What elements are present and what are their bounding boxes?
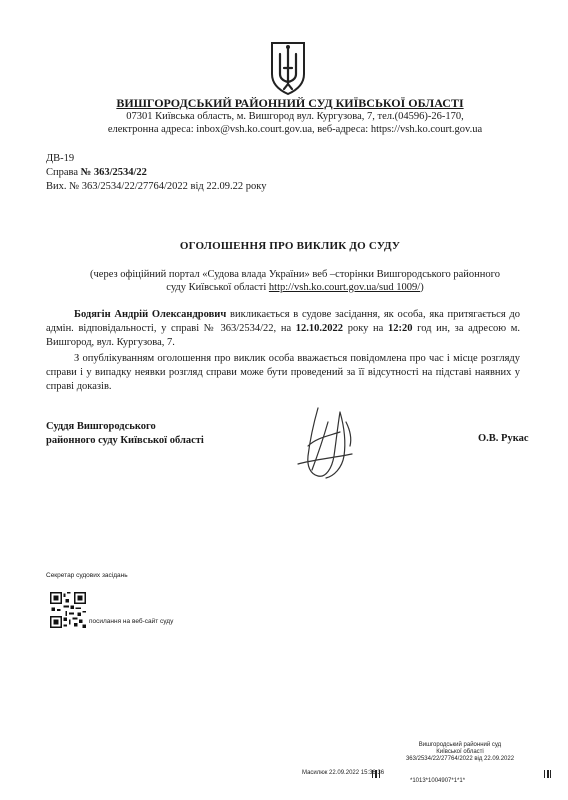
qr-caption: посилання на веб-сайт суду xyxy=(89,618,174,625)
secretary-label: Секретар судових засідань xyxy=(46,572,128,579)
court-contacts: електронна адреса: inbox@vsh.ko.court.gov.ua, веб-адреса: https://vsh.ko.court.gov.ua xyxy=(107,124,483,135)
notice-title: ОГОЛОШЕННЯ ПРО ВИКЛИК ДО СУДУ xyxy=(179,240,401,252)
court-address: 07301 Київська область, м. Вишгород вул. Кургузова, 7, тел.(04596)-26-170, xyxy=(126,111,464,122)
case-number: № 363/2534/22 xyxy=(80,167,147,178)
stamp-line4: *1013*1004907*1*1* xyxy=(410,778,466,784)
stamp-line2: Київської області xyxy=(436,749,484,755)
qr-code-icon[interactable] xyxy=(50,592,86,628)
judge-title-line1: Суддя Вишгородського xyxy=(46,421,156,432)
summons-text-1: викликається в судове засідання, як особа, яка притягається до адмін. відповідальності, у справі № 363/2534/22, на xyxy=(46,309,520,334)
form-code: ДВ-19 xyxy=(46,153,75,164)
case-prefix: Справа xyxy=(46,167,81,178)
summons-text-3: год ин, за адресою м. Вишгород, вул. Кургузова, 7. xyxy=(46,323,520,348)
coat-of-arms-icon xyxy=(268,40,308,96)
judge-title-line2: районного суду Київської області xyxy=(46,435,204,446)
subtitle-text: (через офіційний портал «Судова влада України» веб –сторінки Вишгородського районного суду Київської області xyxy=(90,269,500,293)
hearing-time: 12:20 xyxy=(388,323,413,334)
notice-effect-paragraph: З опублікуванням оголошення про виклик особа вважається повідомлена про час і місце розгляду справи і у випадку неявки розгляд справи може бути проведений за її відсутності на підставі наявних у справі доказів. xyxy=(46,353,520,392)
case-line xyxy=(46,166,147,179)
summons-text-2: року на xyxy=(343,323,388,334)
stamp-line3: 363/2534/22/27764/2022 від 22.09.2022 xyxy=(405,756,515,762)
stamp-line1: Вишгородський районний суд xyxy=(418,742,502,748)
court-portal-link[interactable]: http://vsh.ko.court.gov.ua/sud 1009/ xyxy=(268,282,421,293)
judge-name: О.В. Рукас xyxy=(478,433,529,444)
summoned-person: Бодягін Андрій Олександрович xyxy=(74,309,227,320)
hearing-date: 12.10.2022 xyxy=(295,323,344,334)
outgoing-number: Вих. № 363/2534/22/27764/2022 від 22.09.22 року xyxy=(46,181,267,192)
handwritten-signature xyxy=(288,402,368,484)
summons-paragraph xyxy=(46,308,520,350)
stamp-date: Масилюк 22.09.2022 15:36:36 xyxy=(302,770,385,776)
notice-subtitle xyxy=(80,268,510,294)
judge-title xyxy=(46,420,204,448)
subtitle-end: ) xyxy=(420,282,424,293)
registration-stamp xyxy=(385,742,535,763)
court-name: ВИШГОРОДСЬКИЙ РАЙОННИЙ СУД КИЇВСЬКОЇ ОБЛАСТІ xyxy=(116,96,464,110)
